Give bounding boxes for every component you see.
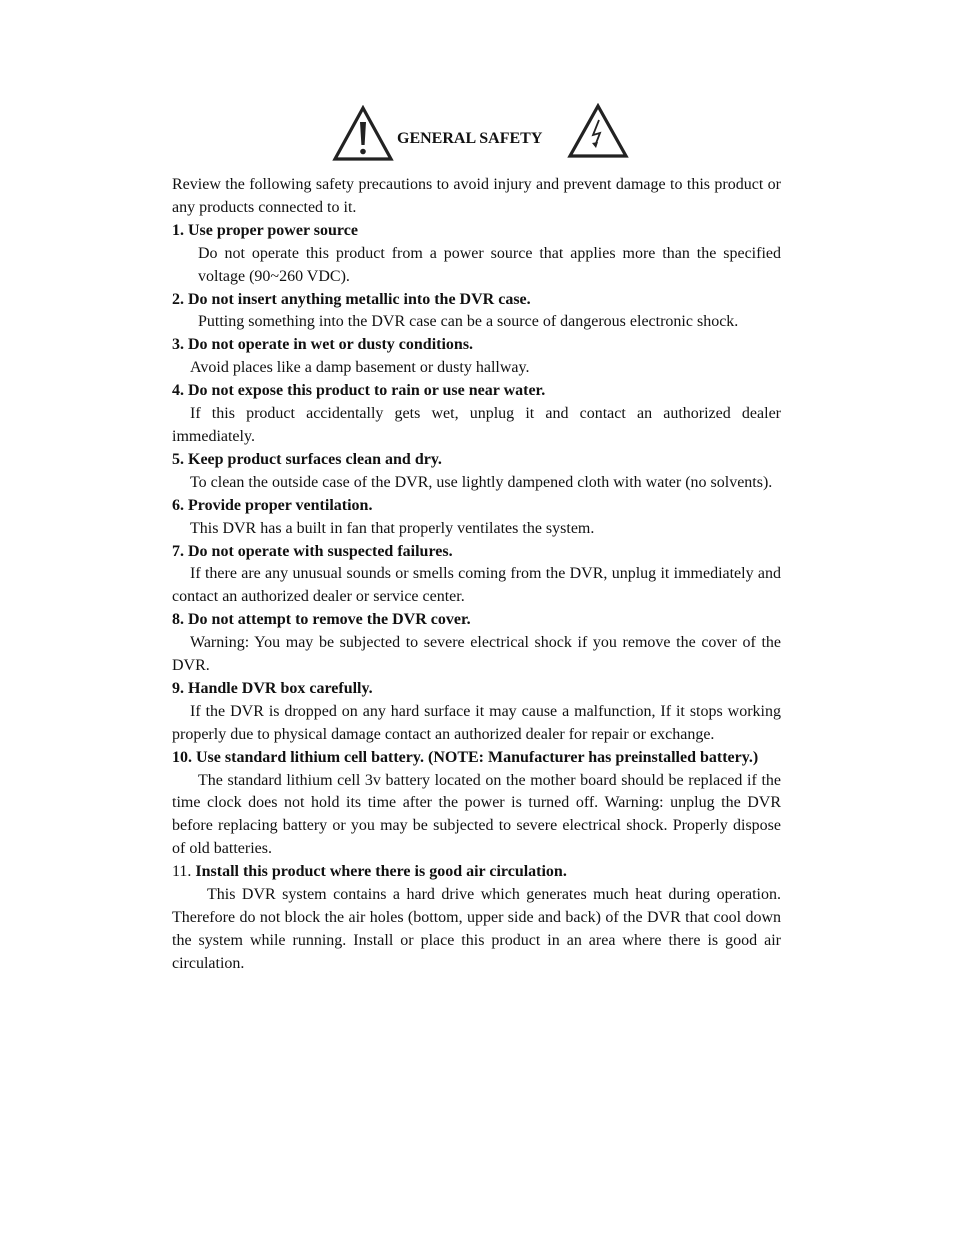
item-3-heading: 3. Do not operate in wet or dusty conditions. — [172, 336, 474, 354]
item-11-heading — [172, 861, 781, 884]
safety-content — [172, 174, 781, 976]
item-10-body: The standard lithium cell 3v battery located on the mother board should be replaced if the time clock does not hold its time after the power is turned off. Warning: unplug the DVR before replacing battery or you may be subjected to severe electrical shock. Properly dispose of old batteries. — [172, 771, 781, 858]
item-4-body: If this product accidentally gets wet, unplug it and contact an authorized dealer immediately. — [172, 405, 781, 445]
item-5-heading: 5. Keep product surfaces clean and dry. — [172, 450, 442, 468]
warning-exclamation-icon — [332, 105, 394, 161]
item-8-body: Warning: You may be subjected to severe electrical shock if you remove the cover of the DVR. — [172, 634, 781, 675]
item-11-heading-text: Install this product where there is good air circulation. — [195, 863, 567, 881]
item-9-body: If the DVR is dropped on any hard surface it may cause a malfunction, If it stops working properly due to physical damage contact an authorized dealer for repair or exchange. — [172, 702, 781, 743]
page-title: GENERAL SAFETY — [397, 130, 543, 147]
item-7-heading: 7. Do not operate with suspected failures. — [172, 542, 453, 560]
item-9-heading: 9. Handle DVR box carefully. — [172, 679, 373, 697]
safety-header — [0, 103, 954, 163]
electric-shock-icon — [567, 103, 629, 159]
intro-paragraph: Review the following safety precautions to avoid injury and prevent damage to this product or any products connected to it. — [172, 176, 781, 216]
item-3-body: Avoid places like a damp basement or dusty hallway. — [190, 359, 530, 377]
item-10-heading: 10. Use standard lithium cell battery. (NOTE: Manufacturer has preinstalled battery.) — [172, 748, 759, 766]
item-4-heading: 4. Do not expose this product to rain or use near water. — [172, 382, 546, 400]
item-11-number: 11. — [172, 863, 192, 881]
item-2-heading: 2. Do not insert anything metallic into the DVR case. — [172, 290, 531, 308]
item-8-heading: 8. Do not attempt to remove the DVR cover. — [172, 611, 471, 629]
item-11-body: This DVR system contains a hard drive which generates much heat during operation. Therefore do not block the air holes (bottom, upper side and back) of the DVR that cool down the system while running. Install or place this product in an area where there is good air circulation. — [172, 886, 781, 972]
item-6-body: This DVR has a built in fan that properly ventilates the system. — [190, 519, 595, 537]
item-5-body: To clean the outside case of the DVR, use lightly dampened cloth with water (no solvents). — [190, 473, 773, 491]
item-1-body: Do not operate this product from a power source that applies more than the specified voltage (90~260 VDC). — [198, 244, 781, 285]
item-7-body: If there are any unusual sounds or smells coming from the DVR, unplug it immediately and contact an authorized dealer or service center. — [172, 565, 781, 606]
item-6-heading: 6. Provide proper ventilation. — [172, 496, 373, 514]
item-2-body: Putting something into the DVR case can be a source of dangerous electronic shock. — [198, 313, 739, 331]
item-1-heading: 1. Use proper power source — [172, 221, 358, 239]
